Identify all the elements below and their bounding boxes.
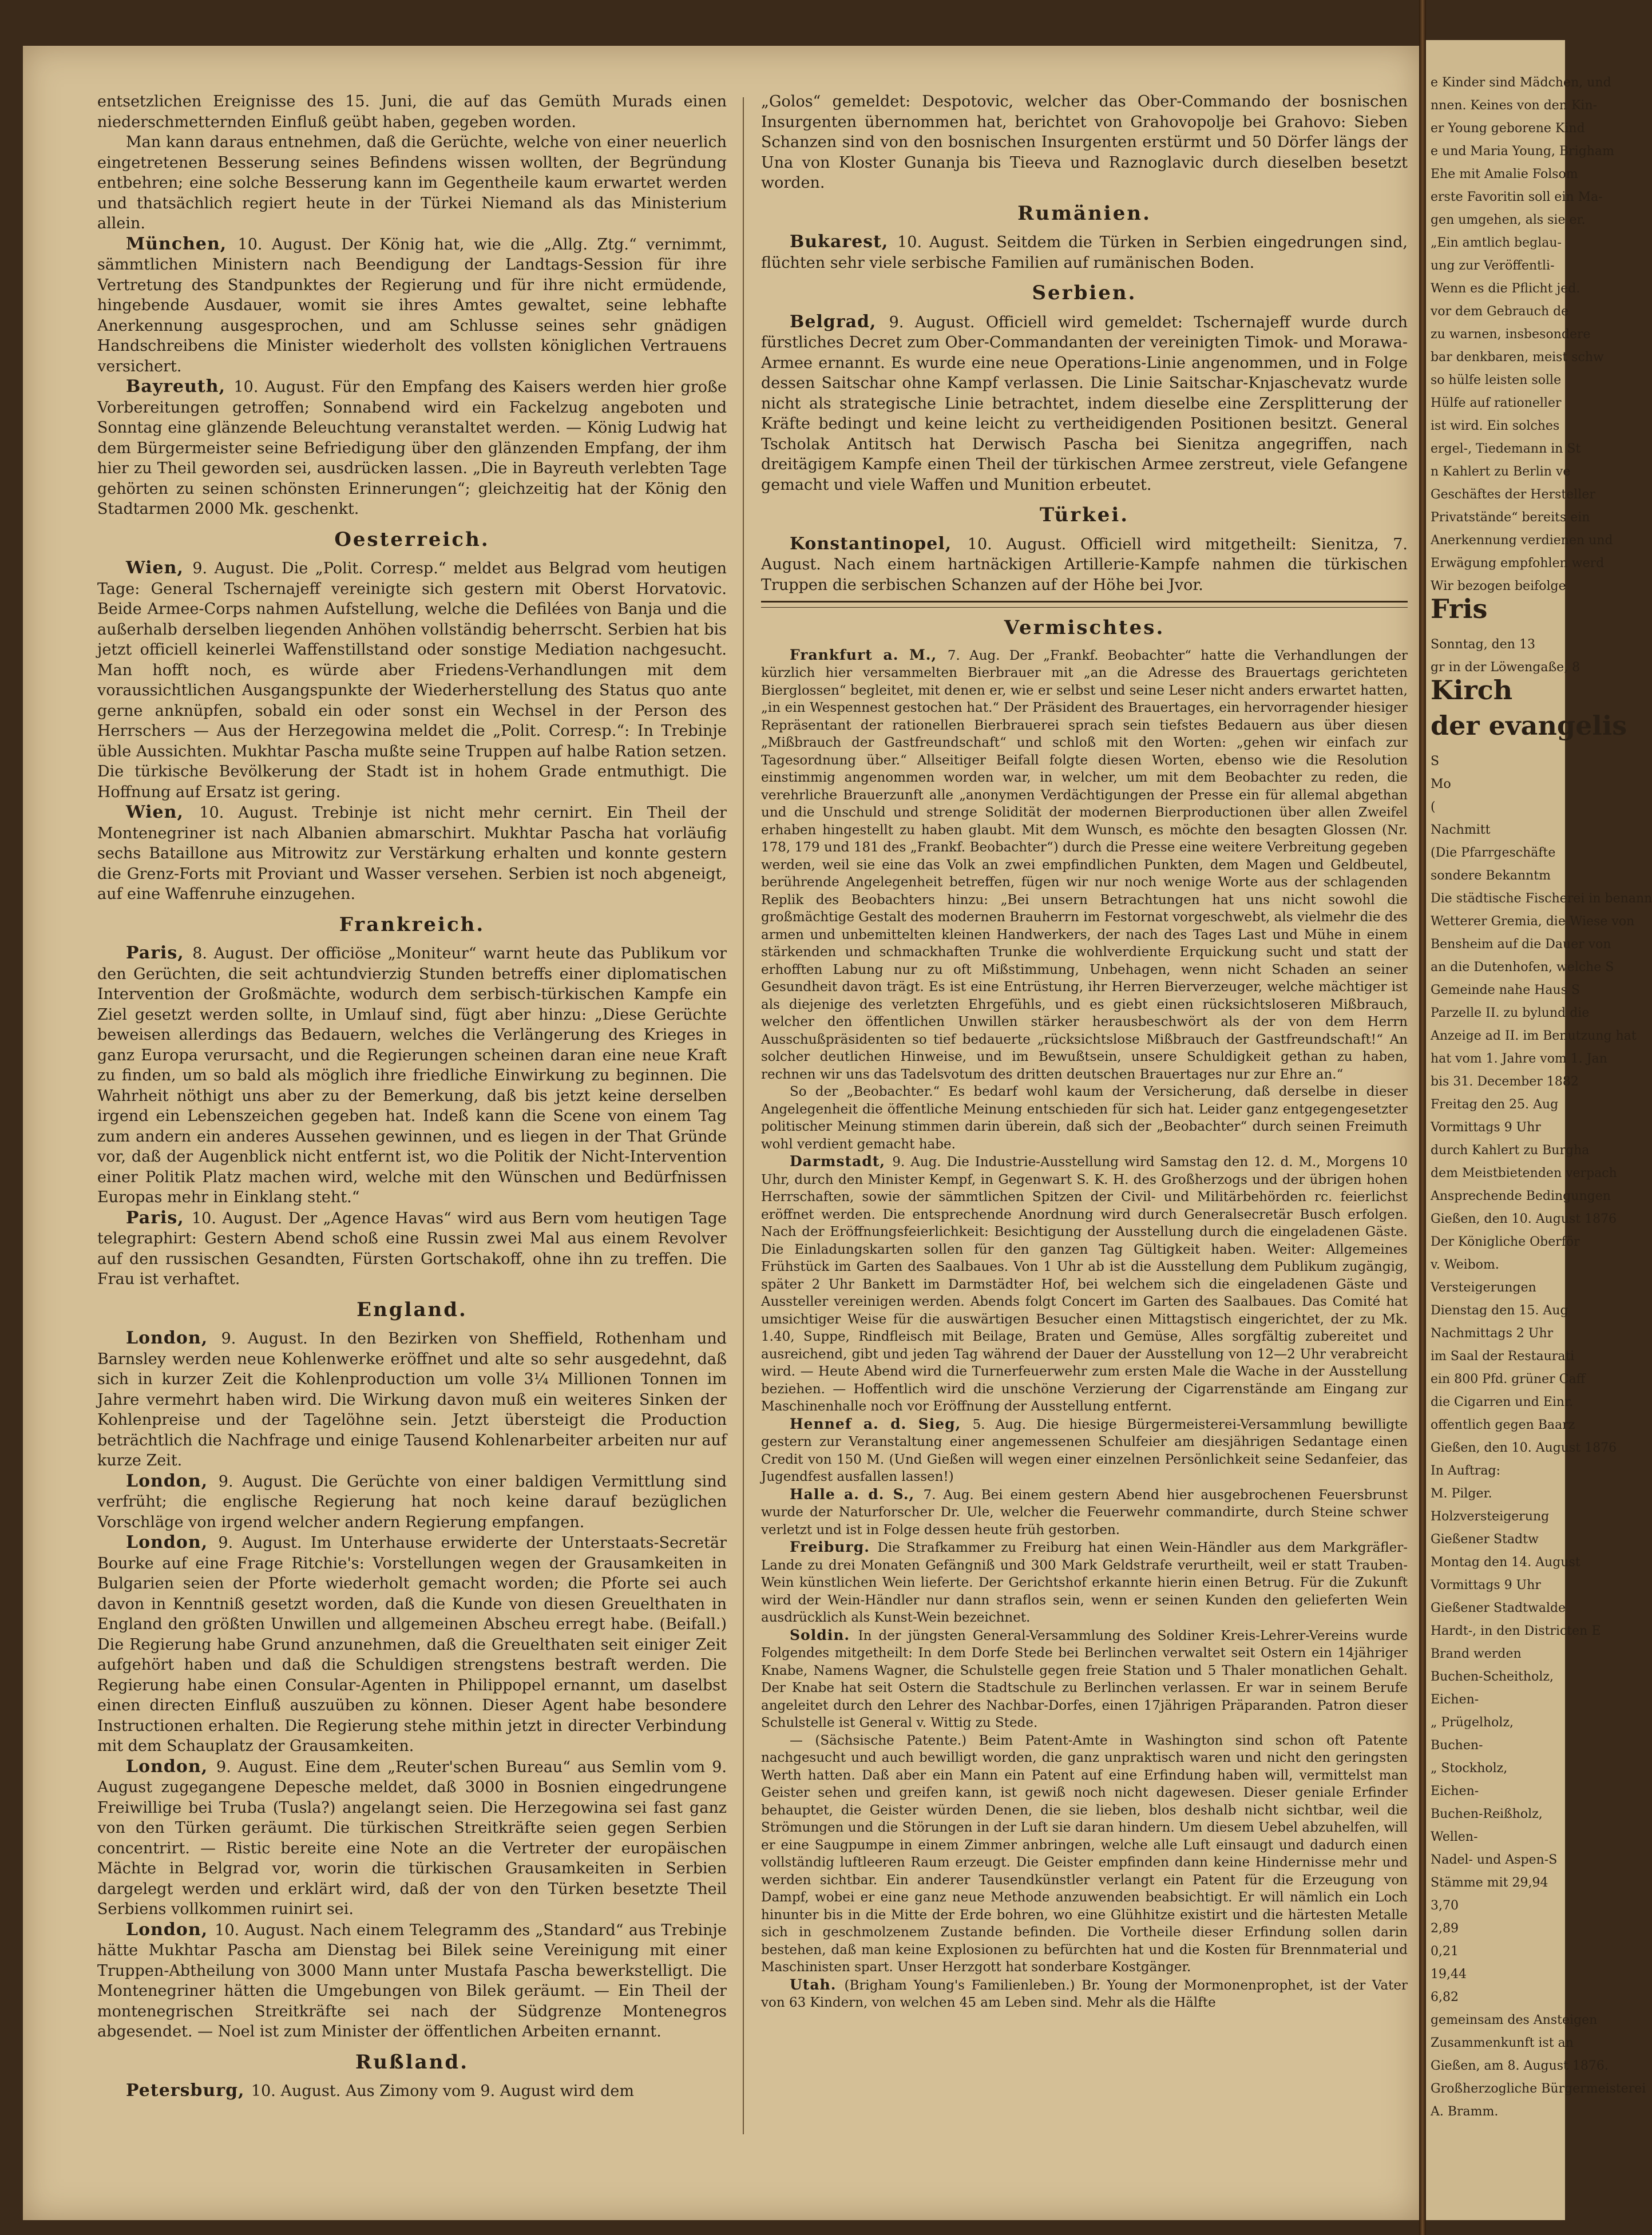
section-heading: England. [356,1298,468,1321]
adjacent-page-edge [1426,40,1652,2220]
newspaper-page [23,46,1419,2220]
edge-fragment: Freitag den 25. Aug [1431,1097,1559,1112]
edge-fragment: S [1431,754,1440,768]
dateline-place: Bukarest, [790,232,898,252]
article-text: 10. August. Officiell wird mitgetheilt: Sienitza, 7. August. Nach einem hartnäckigen Artillerie-Kampfe nahmen die türkischen Truppen die serbischen Schanzen auf der Höhe bei Jvor. [761,535,1408,594]
edge-fragment: so hülfe leisten solle [1431,373,1562,387]
edge-fragment: (Die Pfarrgeschäfte [1431,846,1556,860]
section-heading: Rumänien. [1017,201,1151,225]
article-text: 9. August. In den Bezirken von Sheffield, Rothenham und Barnsley werden neue Kohlenwerke eröffnet und alte so sehr ausgedehnt, daß sich in kurzer Zeit die Kohlenproduction um volle 3¼ Millionen Tonnen im Jahre vermehrt haben wird. Die Wirkung davon muß ein weiteres Sinken der Kohlenpreise und der Tagelöhne sein. Jetzt übersteigt die Production beträchtlich die Nachfrage und einige Tausend Kohlenarbeiter arbeiten nur auf kurze Zeit. [97,1330,727,1469]
article-text: 9. August. Die „Polit. Corresp.“ meldet aus Belgrad vom heutigen Tage: General Tschernajeff vereinigte sich gestern mit Oberst Horvatovic. Beide Armee-Corps nahmen Aufstellung, welche die Defilées von Banja und die außerhalb derselben liegenden Anhöhen vollständig beherrscht. Serbien hat bis jetzt officiell keinerlei Waffenstillstand oder sonstige Mediation nachgesucht. Man hofft noch, es würde aber Friedens-Verhandlungen mit dem voraussichtlichen Ausgangspunkte der Wiederherstellung des Status quo ante gerne anknüpfen, sobald ein oder sonst ein Wechsel in der Person des Herrschers — Aus der Herzegowina meldet die „Polit. Corresp.“: In Trebinje üble Aussichten. Mukhtar Pascha mußte seine Truppen auf halbe Ration setzen. Die türkische Bevölkerung der Stadt ist in hohem Grade entmuthigt. Die Hoffnung auf Ersatz ist gering. [97,560,727,801]
edge-fragment: 2,89 [1431,1921,1459,1936]
edge-fragment: gen umgehen, als sie er. [1431,213,1586,227]
edge-fragment: Buchen-Scheitholz, [1431,1670,1554,1684]
edge-fragment: Vormittags 9 Uhr [1431,1578,1541,1592]
edge-fragment: ein 800 Pfd. grüner Caff [1431,1372,1586,1386]
edge-fragment: Montag den 14. August [1431,1555,1580,1570]
article-text: — (Sächsische Patente.) Beim Patent-Amte in Washington sind schon oft Patente nachgesucht und auch bewilligt worden, die ganz unpraktisch waren und nicht den geringsten Werth hatten. Daß aber ein Mann ein Patent auf eine Erfindung haben will, vermittelst man Geister sehen und greifen kann, ist gewiß noch nicht dagewesen. Dieser geniale Erfinder behauptet, die Geister würden Denen, die sie lieben, blos deshalb nicht sichtbar, weil die Strömungen und die Störungen in der Luft sie daran hindern. Um diesem Uebel abzuhelfen, will er eine Saugpumpe in einem Zimmer anbringen, welche alle Luft einsaugt und dadurch einen vollständig luftleeren Raum erzeugt. Die Geister empfinden dann keine Hindernisse mehr und werden sichtbar. Ein anderer Tausendkünstler verlangt ein Patent für die Erzeugung von Dampf, wobei er eine ganz neue Methode anzuwenden beabsichtigt. Er will nämlich ein Loch hinunter bis in die Mitte der Erde bohren, wo eine Glühhitze existirt und die härtesten Metalle sich in geschmolzenem Zustande befinden. Die Vortheile dieser Erfindung sollen darin bestehen, daß man keine Explosionen zu befürchten hat und die Kosten für Brennmaterial und Maschinisten spart. Unser Herzgott hat sonderbare Kostgänger. [761,1733,1408,1975]
news-item [761,232,1408,273]
edge-fragment: e Kinder sind Mädchen, und [1431,76,1611,90]
article-text: 10. August. Trebinje ist nicht mehr cernirt. Ein Theil der Montenegriner ist nach Albanien abmarschirt. Mukhtar Pascha hat vorläufig sechs Bataillone aus Mitrowitz zur Verstärkung erhalten und konnte gestern die Grenz-Forts mit Proviant und Wasser versehen. Serbien ist noch abgeneigt, auf eine Waffenruhe einzugehen. [97,804,727,903]
edge-fragment: Anzeige ad II. im Benutzung hat [1431,1029,1637,1043]
edge-fragment: 19,44 [1431,1967,1467,1982]
edge-fragment: Anerkennung verdienen und [1431,533,1613,548]
dateline-place: Freiburg. [790,1539,878,1555]
dateline-place: München, [126,233,238,254]
edge-fragment: Stämme mit 29,94 [1431,1876,1548,1890]
dateline-place: London, [126,1919,215,1940]
edge-fragment: Gemeinde nahe Haus S [1431,983,1580,997]
article-text: Die Strafkammer zu Freiburg hat einen Wein-Händler aus dem Markgräfler-Lande zu drei Monaten Gefängniß und 300 Mark Geldstrafe verurtheilt, weil er statt Trauben-Wein künstlichen Wein lieferte. Der Gerichtshof erkannte hierin einen Betrug. Für die Zukunft wird der Wein-Händler nur dann straflos sein, wenn er seinen Kunden den gelieferten Wein ausdrücklich als Kunst-Wein bezeichnet. [761,1540,1408,1625]
news-item [761,1486,1408,1539]
edge-fragment: sondere Bekanntm [1431,869,1551,883]
edge-fragment: 3,70 [1431,1899,1459,1913]
edge-fragment: 0,21 [1431,1944,1459,1959]
edge-fragment: der evangelis [1431,710,1627,741]
edge-fragment: Eichen- [1431,1693,1479,1707]
edge-fragment: Kirch [1431,675,1513,706]
section-rule [761,601,1408,603]
edge-fragment: Nadel- und Aspen-S [1431,1853,1558,1867]
article-text: 8. August. Der officiöse „Moniteur“ warnt heute das Publikum vor den Gerüchten, die seit achtundvierzig Stunden betreffs einer diplomatischen Intervention der Großmächte, wodurch dem serbisch-türkischen Kampfe ein Ziel gesetzt werden sollte, in Umlauf sind, fügt aber hinzu: „Diese Gerüchte beweisen allerdings das Bedauern, welches die Verlängerung des Krieges in ganz Europa verursacht, und die Regierungen scheinen daran eine neue Kraft zu finden, um so bald als möglich ihre friedliche Einwirkung zu beginnen. Die Wahrheit nöthigt uns aber zu der Bemerkung, daß bis jetzt keine derselben irgend ein Lebenszeichen gegeben hat. Indeß kann die Scene von einem Tag zum andern ein anderes Aussehen gewinnen, und es liegen in der That Gründe vor, daß der Augenblick nicht entfernt ist, wo die Politik der Nicht-Intervention einer Politik Platz machen wird, welche mit den Wünschen und Bedürfnissen Europas mehr in Einklang steht.“ [97,945,727,1206]
news-item [97,2081,727,2102]
article-text: 7. Aug. Der „Frankf. Beobachter“ hatte die Verhandlungen der kürzlich hier versammelten Bierbrauer mit „an die Adresse des Brauertags gerichteten Bierglossen“ begleitet, mit denen er, wie er selbst und seine Leser nicht anders erwartet hatten, „in ein Wespennest gestochen hat.“ Der Präsident des Brauertages, ein hervorragender hiesiger Repräsentant der rationellen Bierbrauerei sprach sein tiefstes Bedauern aus über diesen „Mißbrauch der Gastfreundschaft“ und schloß mit den Worten: „gehen wir einfach zur Tagesordnung über.“ Allseitiger Beifall folgte diesen Worten, ebenso wie die Resolution einstimmig angenommen worden war, in welcher, um mit dem Beobachter zu reden, die verehrliche Brauerzunft alle „anonymen Verdächtigungen der Presse ein für allemal abgethan und die Unschuld und strenge Solidität der modernen Bierproductionen über allen Zweifel erhaben hingestellt zu haben glaubt. Mit dem Wunsch, es möchte den besagten Glossen (Nr. 178, 179 und 181 des „Frankf. Beobachter“) durch die Presse eine weitere Verbreitung gegeben werden, weil sie eine das Volk an zwei empfindlichen Punkten, dem Magen und Geldbeutel, berührende Angelegenheit betreffen, fügen wir nur noch wenige Worte aus der schlagenden Replik des Beobachters hinzu: „Bei unsern Betrachtungen hat uns nicht sowohl die großmächtige Gestalt des modernen Brauherrn im Festornat vorgeschwebt, als vielmehr die des armen und unbemittelten kleinen Handwerkers, der nach des Tages Last und Mühe in einem stärkenden und schmackhaften Trunke die wohlverdiente Erquickung sucht und statt der erhofften Labung nur zu oft Mißstimmung, Unbehagen, wenn nicht Schaden an seiner Gesundheit davon trägt. Es ist eine Entrüstung, ihr Herren Bierverzeuger, welche mächtiger ist als diejenige des verletzten Ehrgefühls, und es giebt einen rücksichtsloseren Mißbrauch, welcher den öffentlichen Unwillen stärker herausbeschwört als der von dem Herrn Ausschußpräsidenten so tief bedauerte „rücksichtslose Mißbrauch der Gastfreundschaft!“ An solcher deutlichen Hinweise, und im Bewußtsein, unsere Schuldigkeit gethan zu haben, rechnen wir uns das Tadelsvotum des dritten deutschen Brauertages nur zur Ehre an.“ [761,648,1408,1082]
article-text: 9. August. Im Unterhause erwiderte der Unterstaats-Secretär Bourke auf eine Frage Ritchie's: Vorstellungen wegen der Grausamkeiten in Bulgarien seien der Pforte wiederholt gemacht worden; die Pforte sei auch davon in Kenntniß gesetzt worden, daß die Kunde von diesen Greuelthaten in England den größten Unwillen und allgemeinen Abscheu erregt habe. (Beifall.) Die Regierung habe Grund anzunehmen, daß die Greuelthaten seit einiger Zeit aufgehört haben und daß die Schuldigen strengstens bestraft werden. Die Regierung habe einen Consular-Agenten in Philippopel ernannt, um daselbst einen directen Einfluß auszuüben zu können. Dieser Agent habe besondere Instructionen erhalten. Die Regierung stehe mithin jetzt in directer Verbindung mit dem Schauplatz der Grausamkeiten. [97,1534,727,1755]
article-text: Man kann daraus entnehmen, daß die Gerüchte, welche von einer neuerlich eingetretenen Besserung seines Befindens wissen wollten, der Begründung entbehren; eine solche Besserung kann im Gegentheile kaum erwartet werden und thatsächlich regiert heute in der Türkei Niemand als das Ministerium allein. [97,133,727,232]
dateline-place: London, [126,1471,219,1491]
news-item [761,1153,1408,1416]
dateline-place: Petersburg, [126,2081,251,2101]
article-text: In der jüngsten General-Versammlung des Soldiner Kreis-Lehrer-Vereins wurde Folgendes mitgetheilt: In dem Dorfe Stede bei Berlinchen verwaltet seit Ostern ein 14jähriger Knabe, Namens Wagner, die Schulstelle gegen freie Station und 5 Thaler monatlichen Gehalt. Der Knabe hat seit Ostern die Stadtschule zu Berlinchen verlassen. Er war in seinem Berufe angeleitet durch den Lehrer des Nachbar-Dorfes, einen 17jährigen Präparanden. Patron dieser Schulstelle ist General v. Wittig zu Stede. [761,1628,1408,1730]
edge-fragment: die Cigarren und Einr. [1431,1395,1574,1409]
edge-fragment: ( [1431,800,1436,814]
dateline-place: Wien, [126,802,200,822]
book-spine [1419,0,1426,2235]
edge-fragment: bar denkbaren, meist schw [1431,350,1604,364]
edge-fragment: Nachmitt [1431,823,1491,837]
section-heading: Türkei. [1039,504,1130,526]
dateline-place: Hennef a. d. Sieg, [790,1415,973,1432]
edge-fragment: erste Favoritin soll ein Ma- [1431,190,1603,204]
edge-fragment: Mo [1431,777,1451,791]
edge-fragment: zu warnen, insbesondere [1431,327,1591,342]
section-rule-thin [761,607,1408,608]
edge-fragment: Wetterer Gremia, die Wiese von [1431,914,1635,929]
news-item [761,1976,1408,2012]
edge-fragment: Holzversteigerung [1431,1509,1550,1524]
edge-fragment: Nachmittags 2 Uhr [1431,1326,1554,1341]
dateline-place: Soldin. [790,1626,858,1643]
edge-fragment: M. Pilger. [1431,1487,1492,1501]
article-text: 10. August. Nach einem Telegramm des „Standard“ aus Trebinje hätte Mukhtar Pascha am Dienstag bei Bilek seine Vereinigung mit einer Truppen-Abtheilung von 3000 Mann unter Mustafa Pascha bewerkstelligt. Die Montenegriner hätten die Umgebungen von Bilek geräumt. — Ein Theil der montenegrischen Streitkräfte sei nach der Südgrenze Montenegros abgesendet. — Noel ist zum Minister der öffentlichen Arbeiten ernannt. [97,1921,727,2040]
dateline-place: London, [126,1756,217,1777]
news-item [97,1920,727,2042]
edge-fragment: e und Maria Young, Brigham [1431,144,1614,158]
article-text: 10. August. Für den Empfang des Kaisers werden hier große Vorbereitungen getroffen; Sonnabend wird ein Fackelzug angeboten und Sonntag eine glänzende Beleuchtung veranstaltet werden. — König Ludwig hat dem Bürgermeister seine Befriedigung über den glänzenden Empfang, der ihm hier zu Theil geworden sei, ausdrücken lassen. „Die in Bayreuth verlebten Tage gehörten zu seinen schönsten Erinnerungen“; gleichzeitig hat der König den Stadtarmen 2000 Mk. geschenkt. [97,378,727,518]
edge-fragment: Brand werden [1431,1647,1522,1661]
edge-fragment: v. Weibom. [1431,1258,1499,1272]
edge-fragment: Geschäftes der Hersteller [1431,488,1595,502]
news-item [761,647,1408,1084]
edge-fragment: Gießen, am 8. August 1876. [1431,2059,1609,2073]
paragraph [97,132,727,234]
dateline-place: Wien, [126,558,193,578]
edge-fragment: dem Meistbietenden verpach [1431,1166,1617,1180]
news-item [761,1083,1408,1153]
news-item [97,1532,727,1757]
edge-fragment: Buchen- [1431,1738,1483,1753]
edge-fragment: Wellen- [1431,1830,1478,1844]
right-column [761,92,1408,2012]
news-item [97,1208,727,1290]
article-text: (Brigham Young's Familienleben.) Br. Young der Mormonenprophet, ist der Vater von 63 Kindern, von welchen 45 am Leben sind. Mehr als die Hälfte [761,1978,1408,2010]
edge-fragment: Eichen- [1431,1784,1479,1798]
news-item [761,1539,1408,1627]
edge-fragment: Wenn es die Pflicht jed. [1431,282,1580,296]
edge-fragment: „ Stockholz, [1431,1761,1508,1776]
article-text: 5. Aug. Die hiesige Bürgermeisterei-Versammlung bewilligte gestern zur Veranstaltung einer angemessenen Schulfeier am diesjährigen Sedantage einen Credit von 150 M. (Und Gießen will wegen einer einzelnen Persönlichkeit seine Sedanfeier, das Jugendfest ausfallen lassen!) [761,1417,1408,1484]
section-heading: Serbien. [1032,282,1137,304]
article-text: 9. Aug. Die Industrie-Ausstellung wird Samstag den 12. d. M., Morgens 10 Uhr, durch den Minister Kempf, in Gegenwart S. K. H. des Großherzogs und der übrigen hohen Herrschaften, sowie der sämmtlichen Spitzen der Civil- und Militärbehörden rc. feierlichst eröffnet werden. Die entsprechende Anordnung wird durch Generalsecretär Busch erfolgen. Nach der Eröffnungsfeierlichkeit: Besichtigung der Ausstellung durch die eingeladenen Gäste. Die Einladungskarten sollen für den ganzen Tag Gültigkeit haben. Weiter: Allgemeines Frühstück im Garten des Saalbaues. Von 1 Uhr ab ist die Ausstellung dem Publikum zugängig, später 2 Uhr Bankett im Darmstädter Hof, bei welchem sich die eingeladenen Gäste und Aussteller vereinigen werden. Abends folgt Concert im Garten des Saalbaues. Das Comité hat umsichtiger Weise für die auswärtigen Besucher einen Mittagstisch eingerichtet, der zu Mk. 1.40, Suppe, Rindfleisch mit Beilage, Braten und Gemüse, Alles sorgfältig zubereitet und ausreichend, gibt und jeden Tag während der Dauer der Ausstellung von 12—2 Uhr verabreicht wird. — Heute Abend wird die Turnerfeuerwehr zum ersten Male die Wache in der Ausstellung beziehen. — Hoffentlich wird die unschöne Verzierung der Cigarrenstände am Eingang zur Maschinenhalle noch vor Eröffnung der Ausstellung entfernt. [761,1155,1408,1414]
dateline-place: Halle a. d. S., [790,1485,924,1503]
news-item [761,312,1408,496]
edge-fragment: Der Königliche Oberför [1431,1235,1580,1249]
article-text: 10. August. Der „Agence Havas“ wird aus Bern vom heutigen Tage telegraphirt: Gestern Abend schoß eine Russin zwei Mal aus einem Revolver auf den russischen Gesandten, Fürsten Gortschakoff, ohne ihn zu treffen. Die Frau ist verhaftet. [97,1209,727,1288]
edge-fragment: Ehe mit Amalie Folsom [1431,167,1578,181]
news-item [761,1627,1408,1732]
edge-fragment: Hülfe auf rationeller [1431,396,1562,410]
edge-fragment: ung zur Veröffentli- [1431,259,1555,273]
edge-fragment: ergel-, Tiedemann in St [1431,442,1581,456]
news-item [761,1732,1408,1976]
edge-fragment: Zusammenkunft ist an [1431,2036,1574,2050]
edge-fragment: Wir bezogen beifolge [1431,579,1566,593]
news-item [97,234,727,377]
article-text: 10. August. Seitdem die Türken in Serbien eingedrungen sind, flüchten sehr viele serbische Familien auf rumänischen Boden. [761,233,1408,272]
edge-fragment: er Young geborene Kind [1431,121,1585,136]
article-text: 9. August. Eine dem „Reuter'schen Bureau“ aus Semlin vom 9. August zugegangene Depesche meldet, daß 3000 in Bosnien eingedrungene Freiwillige bei Truba (Tusla?) angelangt seien. Die Herzegowina sei fast ganz von den Türken geräumt. Die türkischen Streitkräfte seien gegen Serbien concentrirt. — Ristic bereite eine Note an die Vertreter der europäischen Mächte in Belgrad vor, worin die türkischen Grausamkeiten in Serbien dargelegt werden und erklärt wird, daß der von den Türken besetzte Theil Serbiens vollkommen ruinirt sei. [97,1758,727,1918]
dateline-place: Paris, [126,1207,192,1228]
news-item [761,1416,1408,1486]
edge-fragment: In Auftrag: [1431,1464,1501,1478]
edge-fragment: durch Kahlert zu Burgha [1431,1143,1590,1158]
dateline-place: Belgrad, [790,311,889,332]
dateline-place: Frankfurt a. M., [790,646,948,663]
news-item [97,802,727,905]
news-item [97,1328,727,1471]
dateline-place: Utah. [790,1976,845,1993]
edge-fragment: Buchen-Reißholz, [1431,1807,1543,1821]
edge-fragment: vor dem Gebrauch de [1431,304,1569,319]
dateline-place: London, [126,1328,221,1348]
article-text: So der „Beobachter.“ Es bedarf wohl kaum der Versicherung, daß derselbe in dieser Angelegenheit die öffentliche Meinung entschieden für sich hat. Leider ganz entgegengesetzter politischer Meinung stimmen darin überein, daß sich der „Beobachter“ durch seinen Freimuth wohl verdient gemacht habe. [761,1084,1408,1152]
section-heading: Vermischtes. [1004,616,1165,639]
news-item [97,558,727,802]
edge-fragment: „Ein amtlich beglau- [1431,236,1562,250]
edge-fragment: Gießen, den 10. August 1876 [1431,1441,1617,1455]
edge-fragment: Versteigerungen [1431,1281,1536,1295]
dateline-place: Paris, [126,943,193,963]
news-item [97,1471,727,1533]
edge-fragment: hat vom 1. Jahre vom 1. Jan [1431,1052,1607,1066]
edge-fragment: A. Bramm. [1431,2105,1499,2119]
section-heading: Frankreich. [339,913,485,936]
left-column [97,92,727,2102]
edge-fragment: Bensheim auf die Dauer von [1431,937,1611,952]
section-heading: Oesterreich. [334,528,490,551]
edge-fragment: Ansprechende Bedingungen [1431,1189,1611,1203]
dateline-place: London, [126,1532,219,1552]
edge-fragment: ist wird. Ein solches [1431,419,1560,433]
article-text: 9. August. Officiell wird gemeldet: Tschernajeff wurde durch fürstliches Decret zum Ober-Commandanten der vereinigten Timok- und Morawa-Armee ernannt. Es wurde eine neue Operations-Linie angenommen, und in Folge dessen Saitschar ohne Kampf verlassen. Die Linie Saitschar-Knjaschevatz wurde nicht als strategische Linie betrachtet, indem dieselbe eine Zersplitterung der Kräfte bedingt und keine leicht zu vertheidigenden Positionen besitzt. General Tscholak Antitsch hat Derwisch Pascha bei Sienitza angegriffen, nach dreitägigem Kampfe einen Theil der türkischen Armee zerstreut, viele Gefangene gemacht und viele Waffen und Munition erbeutet. [761,313,1408,494]
edge-fragment: Die städtische Fischerei in benann [1431,891,1652,906]
edge-fragment: gemeinsam des Ansteigen [1431,2013,1598,2027]
paragraph [97,92,727,132]
section-heading: Rußland. [355,2050,469,2074]
article-text: entsetzlichen Ereignisse des 15. Juni, die auf das Gemüth Murads einen niederschmetternden Einfluß geübt haben, gegeben worden. [97,93,727,131]
edge-fragment: nnen. Keines von den Kin- [1431,98,1598,113]
edge-fragment: Dienstag den 15. Aug [1431,1303,1568,1318]
dateline-place: Darmstadt, [790,1153,893,1170]
edge-fragment: Hardt-, in den Districten E [1431,1624,1601,1638]
edge-fragment: Parzelle II. zu bylund die [1431,1006,1590,1020]
edge-fragment: Erwägung empfohlen werd [1431,556,1605,570]
edge-fragment: Privatstände“ bereits ein [1431,510,1590,525]
edge-fragment: Gießener Stadtwalde [1431,1601,1566,1615]
dateline-place: Bayreuth, [126,377,234,397]
news-item [97,943,727,1208]
edge-fragment: Vormittags 9 Uhr [1431,1120,1541,1135]
edge-fragment: Sonntag, den 13 [1431,637,1535,652]
edge-fragment: an die Dutenhofen, welche S [1431,960,1614,974]
article-text: „Golos“ gemeldet: Despotovic, welcher das Ober-Commando der bosnischen Insurgenten übernommen hat, berichtet von Grahovopolje bei Grahovo: Sieben Schanzen sind von den bosnischen Insurgenten erstürmt und 50 Dörfer längs der Una von Kloster Gunanja bis Tieeva und Raznoglavic durch dieselben besetzt worden. [761,93,1408,192]
edge-fragment: „ Prügelholz, [1431,1715,1514,1730]
edge-fragment: gr in der Löwengaße, 8 [1431,660,1580,675]
edge-fragment: Großherzogliche Bürgermeisterei [1431,2082,1646,2096]
edge-fragment: Gießener Stadtw [1431,1532,1539,1547]
article-text: 10. August. Der König hat, wie die „Allg. Ztg.“ vernimmt, sämmtlichen Ministern nach Beendigung der Landtags-Session für ihre Vertretung des Standpunktes der Regierung und für ihre nicht ermüdende, hingebende Ausdauer, womit sie ihres Amtes gewaltet, seine lebhafte Anerkennung ausgesprochen, und am Schlusse seines sehr gnädigen Handschreibens die Minister wiederholt des vollsten königlichen Vertrauens versichert. [97,235,727,375]
dateline-place: Konstantinopel, [790,533,968,554]
column-divider [743,97,744,2134]
edge-fragment: offentlich gegen Baarz [1431,1418,1575,1432]
news-item [97,1757,727,1920]
edge-fragment: im Saal der Restaurati [1431,1349,1575,1364]
article-text: 7. Aug. Bei einem gestern Abend hier ausgebrochenen Feuersbrunst wurde der Naturforscher Dr. Ule, welcher die Feuerwehr commandirte, durch Steine schwer verletzt und ist in Folge dessen heute früh gestorben. [761,1487,1408,1537]
article-text: 9. August. Die Gerüchte von einer baldigen Vermittlung sind verfrüht; die englische Regierung hat noch keine darauf bezüglichen Vorschläge von irgend welcher andern Regierung empfangen. [97,1472,727,1531]
edge-fragment: bis 31. December 1882 [1431,1075,1579,1089]
edge-fragment: Fris [1431,593,1488,624]
edge-fragment: 6,82 [1431,1990,1459,2004]
paragraph [761,92,1408,193]
news-item [97,377,727,520]
article-text: 10. August. Aus Zimony vom 9. August wird dem [251,2082,634,2100]
news-item [761,534,1408,596]
edge-fragment: n Kahlert zu Berlin ve [1431,465,1571,479]
edge-fragment: Gießen, den 10. August 1876 [1431,1212,1617,1226]
